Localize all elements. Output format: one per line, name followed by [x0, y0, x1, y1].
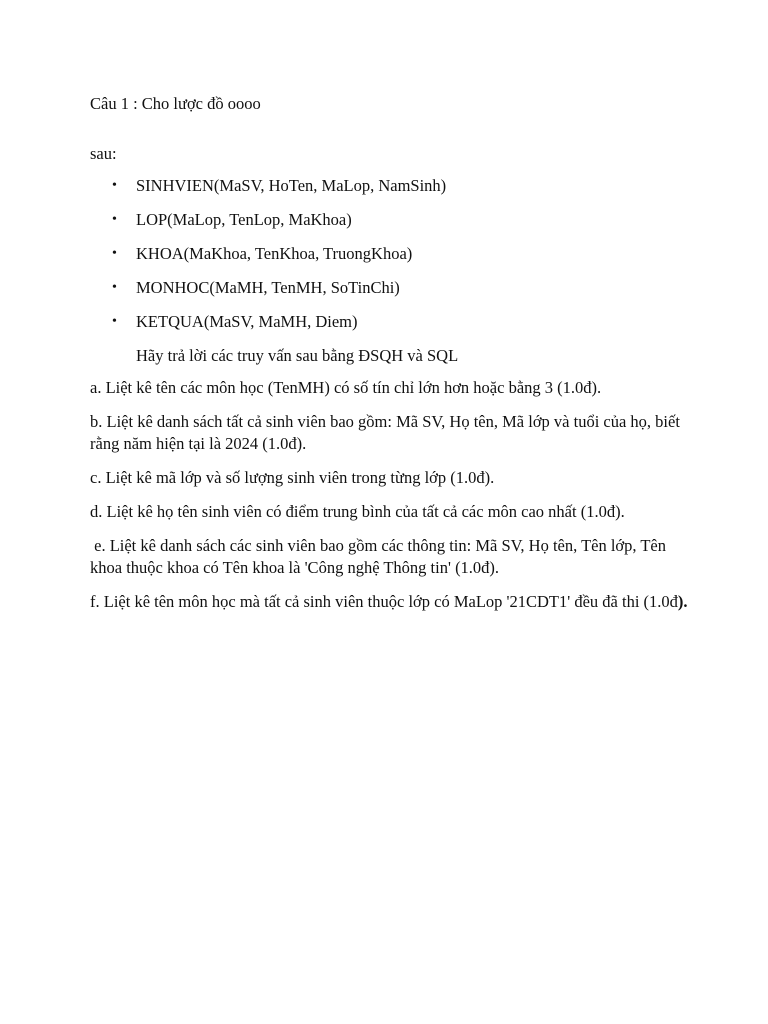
schema-list	[90, 175, 690, 333]
schema-item-khoa	[90, 243, 690, 265]
document-page	[90, 93, 690, 625]
question-b: b. Liệt kê danh sách tất cả sinh viên bao gồm: Mã SV, Họ tên, Mã lớp và tuổi của họ, biết rằng năm hiện tại là 2024 (1.0đ).	[90, 412, 680, 453]
bullet-icon: •	[112, 246, 117, 261]
schema-intro: sau:	[90, 144, 117, 163]
instruction-text: Hãy trả lời các truy vấn sau bằng ĐSQH và SQL	[136, 346, 459, 365]
question-c: c. Liệt kê mã lớp và số lượng sinh viên trong từng lớp (1.0đ).	[90, 468, 495, 487]
schema-item-text: SINHVIEN(MaSV, HoTen, MaLop, NamSinh)	[136, 176, 447, 195]
question-f-text: f. Liệt kê tên môn học mà tất cả sinh viên thuộc lớp có MaLop '21CDT1' đều đã thi (1.0đ	[90, 592, 678, 611]
schema-item-text: LOP(MaLop, TenLop, MaKhoa)	[136, 210, 352, 229]
question-e: e. Liệt kê danh sách các sinh viên bao gồm các thông tin: Mã SV, Họ tên, Tên lớp, Tên khoa thuộc khoa có Tên khoa là 'Công nghệ Thông tin' (1.0đ).	[90, 536, 671, 577]
schema-item-text: MONHOC(MaMH, TenMH, SoTinChi)	[136, 278, 400, 297]
question-f-end: ).	[677, 592, 688, 611]
schema-item-sinhvien	[90, 175, 690, 197]
bullet-icon: •	[112, 280, 117, 295]
schema-item-text: KETQUA(MaSV, MaMH, Diem)	[136, 312, 358, 331]
bullet-icon: •	[112, 314, 117, 329]
question-a: a. Liệt kê tên các môn học (TenMH) có số tín chỉ lớn hơn hoặc bằng 3 (1.0đ).	[90, 378, 602, 397]
schema-item-text: KHOA(MaKhoa, TenKhoa, TruongKhoa)	[136, 244, 413, 263]
question-d: d. Liệt kê họ tên sinh viên có điểm trung bình của tất cả các môn cao nhất (1.0đ).	[90, 502, 625, 521]
question-title: Câu 1 : Cho lược đồ oooo	[90, 94, 261, 113]
question-f	[90, 591, 690, 613]
schema-item-lop	[90, 209, 690, 231]
schema-item-ketqua	[90, 311, 690, 333]
bullet-icon: •	[112, 178, 117, 193]
schema-item-monhoc	[90, 277, 690, 299]
bullet-icon: •	[112, 212, 117, 227]
